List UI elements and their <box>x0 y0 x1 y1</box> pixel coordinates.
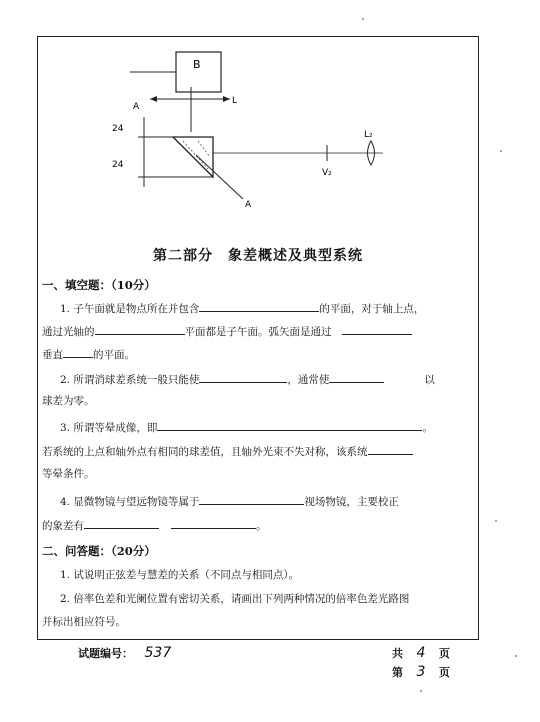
q1-line2-b: 平面都是子午面。弧矢面是通过 <box>184 326 332 338</box>
page-unit: 页 <box>438 666 450 679</box>
label-b: B <box>193 58 201 71</box>
total-unit: 页 <box>438 647 450 660</box>
q1-line3 <box>42 346 135 362</box>
q4-b: 视场物镜，主要校正 <box>304 496 399 508</box>
section-title: 第二部分 象差概述及典型系统 <box>153 248 363 264</box>
exam-code-label: 试题编号： <box>78 647 133 660</box>
q4-line2-a: 的象差有 <box>42 520 84 532</box>
scan-speck <box>362 18 364 20</box>
q1-line1-b: 的平面，对于轴上点， <box>319 303 425 315</box>
blank-11[interactable] <box>171 517 256 529</box>
dim-bottom: 24 <box>112 160 124 170</box>
q1-line2-a: 通过光轴的 <box>42 326 95 338</box>
blank-6[interactable] <box>329 371 384 383</box>
exam-code-value: 537 <box>144 645 172 661</box>
q2-b: ，通常使 <box>287 374 330 386</box>
label-v2: V₂ <box>322 168 332 178</box>
q1-line1-a: 1. 子午面就是物点所在并包含 <box>60 303 200 315</box>
q2-a: 2. 所谓消球差系统一般只能使 <box>60 374 200 386</box>
q3-line2 <box>42 443 413 459</box>
q1-line1 <box>60 300 424 316</box>
label-l2: L₂ <box>364 130 373 140</box>
q4-line1 <box>60 493 399 509</box>
blank-5[interactable] <box>199 371 287 383</box>
label-l: L <box>232 96 238 106</box>
exam-page <box>37 36 479 640</box>
q4-line2-b: 。 <box>256 520 267 532</box>
blank-3[interactable] <box>342 323 412 335</box>
blank-2[interactable] <box>95 323 185 335</box>
q1-line3-a: 垂直 <box>42 349 63 361</box>
q3-line2-a: 若系统的上点和轴外点有相同的球差值，且轴外光束不失对称，该系统 <box>42 446 368 458</box>
scan-speck <box>495 520 497 522</box>
scan-speck <box>420 690 422 692</box>
q2-line2: 球差为零。 <box>42 395 95 407</box>
scan-speck <box>500 150 502 152</box>
blank-4[interactable] <box>63 346 93 358</box>
page-value: 3 <box>416 664 426 680</box>
blank-9[interactable] <box>199 493 304 505</box>
exam-code <box>78 645 171 661</box>
q1-line2 <box>42 323 412 339</box>
page-total <box>392 645 450 661</box>
blank-1[interactable] <box>199 300 319 312</box>
qa-q2-line2: 并标出相应符号。 <box>42 616 126 628</box>
q1-line3-b: 的平面。 <box>93 349 135 361</box>
q3-line3: 等晕条件。 <box>42 468 95 480</box>
optical-prism-diagram <box>38 37 478 237</box>
qa-q1: 1. 试说明正弦差与慧差的关系（不同点与相同点）。 <box>60 569 300 581</box>
total-label: 共 <box>392 647 403 660</box>
prism-shape <box>173 137 213 177</box>
qa-q2-line1: 2. 倍率色差和光阑位置有密切关系，请画出下列两种情况的倍率色差光路图 <box>60 593 410 605</box>
blank-10[interactable] <box>84 517 159 529</box>
page-label: 第 <box>392 666 403 679</box>
label-a-top: A <box>133 102 140 112</box>
qa-heading: 二、问答题：（20分） <box>42 544 156 558</box>
page-number <box>392 664 450 680</box>
fill-in-heading: 一、填空题：（10分） <box>42 278 156 292</box>
blank-8[interactable] <box>368 443 413 455</box>
q4-a: 4. 显微物镜与望远物镜等属于 <box>60 496 200 508</box>
q3-line1: 3. 所谓等晕成像，即 。 <box>60 419 433 435</box>
label-a-bottom: A <box>245 200 252 210</box>
blank-7[interactable] <box>157 419 422 431</box>
q3-a: 3. 所谓等晕成像，即 <box>60 422 158 434</box>
total-value: 4 <box>416 645 426 661</box>
q2-c: 以 <box>424 374 435 386</box>
dim-top: 24 <box>112 124 124 134</box>
q2-line1 <box>60 371 435 387</box>
scan-speck <box>515 655 517 657</box>
q4-line2 <box>42 517 267 533</box>
